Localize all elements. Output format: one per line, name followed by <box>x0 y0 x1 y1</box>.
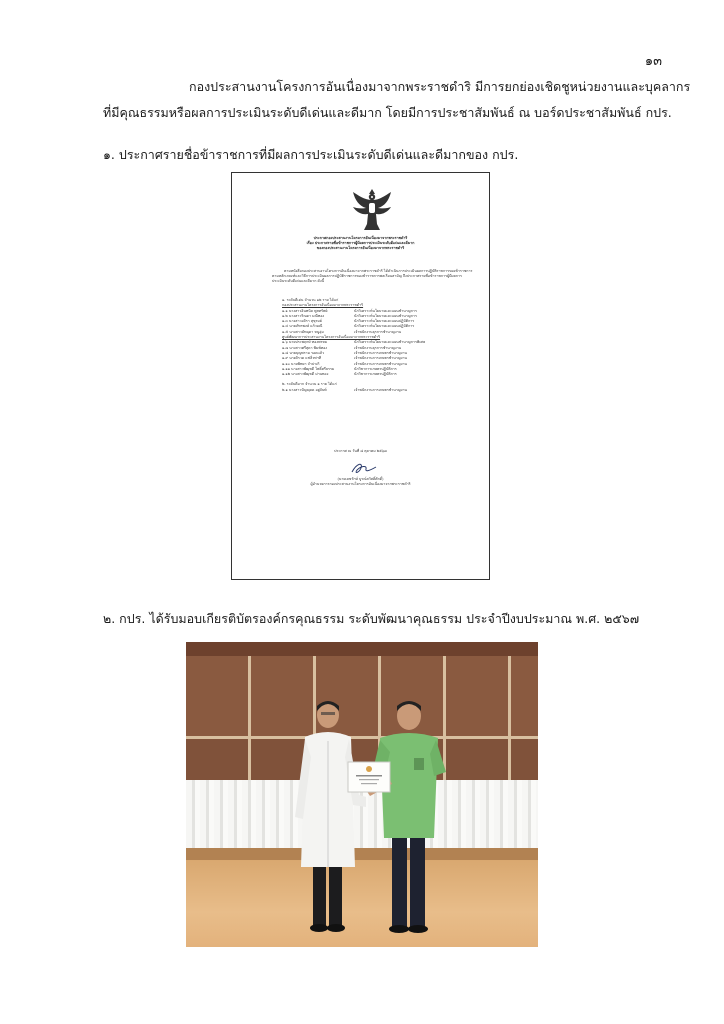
person-position: นักวิชาการเกษตรปฏิบัติการ <box>354 366 397 371</box>
signer-title: ผู้อำนวยการกองประสานงานโครงการอันเนื่องมาจากพระราชดำริ <box>310 481 411 486</box>
announcement-date: ประกาศ ณ วันที่ ๘ ตุลาคม ๒๕๖๗ <box>334 449 387 453</box>
person-row <box>282 388 482 393</box>
certificate-ceremony-photo <box>186 642 538 947</box>
signer-name: (นายเลขรักษ์ บูรณ์สวัสดิ์ศักดิ์) <box>337 477 384 481</box>
person-name: ๑.๗ นางสาวศรีสุดา พิมพ์ทอง <box>282 345 328 350</box>
announcement-title-1: ประกาศกองประสานงานโครงการอันเนื่องมาจากพระราชดำริ <box>313 236 408 240</box>
person-position: นักวิเคราะห์นโยบายและแผนชำนาญการ <box>354 308 417 313</box>
person-name: ๑.๑ นางสาวอินทนิล พูลทรัพย์ <box>282 308 328 313</box>
page-number: ๑๓ <box>644 54 662 69</box>
announcement-list <box>282 298 482 393</box>
person-name: ๑.๒ นางสาวริณดา มณีทอง <box>282 313 325 318</box>
person-white-jacket <box>291 697 366 937</box>
announcement-title-3: ของกองประสานงานโครงการอันเนื่องมาจากพระราชดำริ <box>316 246 405 250</box>
intro-line-2: ที่มีคุณธรรมหรือผลการประเมินระดับดีเด่นและดีมาก โดยมีการประชาสัมพันธ์ ณ บอร์ดประชาสัมพันธ์ กปร. <box>103 105 672 120</box>
announcement-document <box>231 172 490 580</box>
section-1-heading: ๑. ประกาศรายชื่อข้าราชการที่มีผลการประเมินระดับดีเด่นและดีมากของ กปร. <box>103 147 519 162</box>
person-position: นักวิเคราะห์นโยบายและแผนปฏิบัติการ <box>354 319 415 324</box>
announcement-title-2: เรื่อง ประกาศรายชื่อข้าราชการผู้มีผลการประเมินระดับดีเด่นและดีมาก <box>306 241 415 245</box>
person-name: ๑.๑๐ นายพิทยา จำปาเกิ <box>282 361 320 366</box>
announcement-body: ตามหนังสือกองประสานงานโครงการอันเนื่องมาจากพระราชดำริ ได้ดำเนินการประเมินผลการปฏิบัติราชการของข้าราชการ ตามหลักเกณฑ์และวิธีการประเมินผลการปฏิบัติราชการของข้าราชการพลเรือนสามัญ จึงประกาศรายชื่อข้าราชการผู้มีผลการประเมินระดับดีเด่นและดีมาก ดังนี้ <box>272 269 473 283</box>
person-name: ๑.๔ นายภัทรพงษ์ แก้วมณี <box>282 324 323 329</box>
person-position: นักวิเคราะห์นโยบายและแผนชำนาญการ <box>354 313 417 318</box>
certificate <box>346 760 392 794</box>
person-position: เจ้าพนักงานการเกษตรชำนาญงาน <box>354 361 407 366</box>
person-position: นักวิเคราะห์นโยบายและแผนปฏิบัติการ <box>354 324 415 329</box>
subgroup-a: กองประสานงานโครงการอันเนื่องมาจากพระราชดำริ <box>282 303 364 308</box>
person-name: ๑.๕ นางสาวมัทฉุดา หนูอุ่ม <box>282 329 324 334</box>
section-2-heading: ๒. กปร. ได้รับมอบเกียรติบัตรองค์กรคุณธรรม ระดับพัฒนาคุณธรรม ประจำปีงบประมาณ พ.ศ. ๒๕๖๗ <box>103 611 640 626</box>
person-name: ๑.๑๑ นางสาวพัฒุชดี โพธิ์ศรีธรรม <box>282 366 335 371</box>
intro-paragraph <box>103 74 691 126</box>
person-name: ๑.๖ นายประพฤกษ์ ทองพรหม <box>282 340 328 345</box>
person-name: ๑.๓ นางสาวอจิรา สุขุรมย์ <box>282 319 322 324</box>
person-position: นักวิชาการเกษตรปฏิบัติการ <box>354 372 397 377</box>
person-name: ๑.๘ นายบุญพราม รอดแล้ว <box>282 350 325 355</box>
subgroup-b: ศูนย์พัฒนาการประสานงานโครงการอันเนื่องมาจากพระราชดำริ <box>282 335 381 340</box>
person-name: ๑.๑๒ นางสาวพัฒุชดี ม่านทอง <box>282 372 329 377</box>
person-position: เจ้าพนักงานธุรการชำนาญงาน <box>354 329 402 334</box>
garuda-emblem-icon <box>350 186 394 232</box>
intro-line-1: กองประสานงานโครงการอันเนื่องมาจากพระราชดำริ มีการยกย่องเชิดชูหน่วยงานและบุคลากร <box>189 79 691 94</box>
person-position: เจ้าพนักงานการเกษตรชำนาญงาน <box>354 350 407 355</box>
group-verygood: ๒. ระดับดีมาก จำนวน ๑ ราย ได้แก่ <box>282 382 337 387</box>
person-position: เจ้าพนักงานธุรการชำนาญงาน <box>354 345 402 350</box>
group-excellent: ๑. ระดับดีเด่น จำนวน ๑๒ ราย ได้แก่ <box>282 298 339 302</box>
person-row <box>282 372 482 377</box>
signature <box>349 459 379 477</box>
person-position: นักวิเคราะห์นโยบายและแผนชำนาญการพิเศษ <box>354 340 426 345</box>
person-green-shirt <box>364 694 454 938</box>
person-position: เจ้าพนักงานการเกษตรชำนาญงาน <box>354 387 407 392</box>
person-position: เจ้าพนักงานการเกษตรชำนาญงาน <box>354 356 407 361</box>
ceiling-trim <box>186 642 538 656</box>
person-name: ๒.๑ นางสาวปัญญุลด อยู่จันท์ <box>282 387 327 392</box>
person-name: ๑.๙ นายจิรวด แซ่ลิ่วท่าที <box>282 356 322 361</box>
